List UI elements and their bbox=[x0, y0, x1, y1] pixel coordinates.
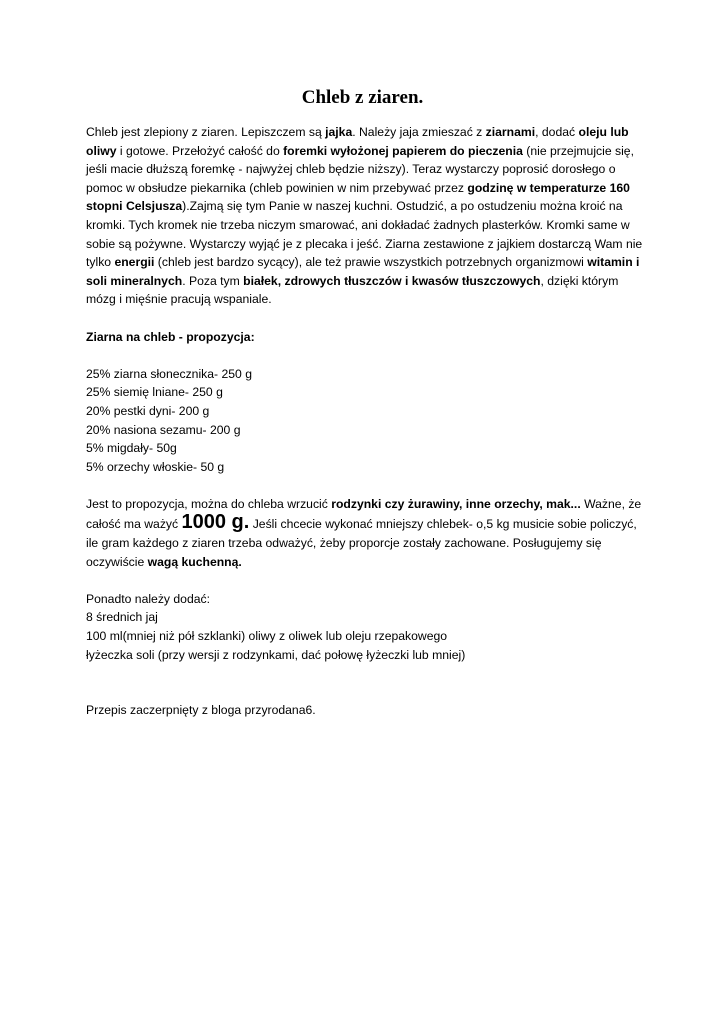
intro-bold-witaminy: witamin i soli mineralnych bbox=[86, 255, 640, 288]
intro-text-1: Chleb jest zlepiony z ziaren. Lepiszczem są bbox=[86, 125, 326, 139]
proposal-text-2: Ważne, że całość ma ważyć bbox=[86, 496, 642, 532]
proposal-bold-waga: wagą kuchenną. bbox=[147, 554, 242, 569]
intro-text-7: (chleb jest bardzo sycący), ale też prawie wszystkich potrzebnych organizmowi bbox=[154, 255, 588, 270]
addition-item: łyżeczka soli (przy wersji z rodzynkami, dać połowę łyżeczki lub mniej) bbox=[86, 647, 466, 662]
intro-bold-jajka: jajka bbox=[325, 125, 353, 139]
intro-text-6: ).Zajmą się tym Panie w naszej kuchni. Ostudzić, a po ostudzeniu można kroić na kromki. Tych kromek nie trzeba niczym smarować, ani dokładać żadnych plasterków. Kromki same w sobie są pożywne. Wystarczy wyjąć je z plecaka i jeść. Ziarna zestawione z jajkiem dostarczą Wam nie tylko bbox=[86, 199, 643, 270]
grains-heading: Ziarna na chleb - propozycja: bbox=[86, 329, 255, 344]
intro-text-4: i gotowe. Przełożyć całość do bbox=[116, 143, 284, 158]
intro-bold-foremka: foremki wyłożonej papierem do pieczenia bbox=[283, 143, 523, 158]
grain-item: 5% orzechy włoskie- 50 g bbox=[86, 459, 225, 474]
proposal-text-3: Jeśli chcecie wykonać mniejszy chlebek- o,5 kg musicie sobie policzyć, ile gram każdego z ziaren trzeba odważyć, żeby proporcje zostały zachowane. Posługujemy się oczywiście bbox=[86, 517, 637, 569]
proposal-bold-extras: rodzynki czy żurawiny, inne orzechy, mak... bbox=[331, 496, 581, 511]
intro-bold-ziarnami: ziarnami bbox=[485, 125, 536, 139]
intro-text-3: , dodać bbox=[535, 125, 579, 139]
proposal-paragraph bbox=[86, 495, 646, 571]
proposal-total-weight: 1000 g. bbox=[181, 511, 250, 534]
intro-bold-energia: energii bbox=[114, 255, 155, 270]
addition-item: 100 ml(mniej niż pół szklanki) oliwy z oliwek lub oleju rzepakowego bbox=[86, 629, 448, 644]
grain-item: 5% migdały- 50g bbox=[86, 441, 177, 456]
intro-text-2: . Należy jaja zmieszać z bbox=[352, 125, 486, 139]
intro-bold-temperatura: godzinę w temperaturze 160 stopni Celsjusza bbox=[86, 180, 630, 214]
grain-item: 25% siemię lniane- 250 g bbox=[86, 385, 223, 400]
grain-item: 20% pestki dyni- 200 g bbox=[86, 403, 210, 418]
intro-text-8: . Poza tym bbox=[182, 273, 244, 288]
document-body bbox=[86, 123, 646, 720]
grain-item: 25% ziarna słonecznika- 250 g bbox=[86, 366, 252, 381]
page-title: Chleb z ziaren. bbox=[301, 87, 424, 108]
proposal-text-1: Jest to propozycja, można do chleba wrzucić bbox=[86, 496, 332, 511]
intro-bold-olej: oleju lub oliwy bbox=[86, 125, 629, 158]
intro-text-9: , dzięki którym mózg i mięśnie pracują wspaniale. bbox=[86, 273, 619, 307]
intro-paragraph bbox=[86, 123, 646, 309]
intro-text-5: (nie przejmujcie się, jeśli macie dłuższą foremkę - najwyżej chleb będzie niższy). Teraz wystarczy poprosić dorosłego o pomoc w obsłudze piekarnika (chleb powinien w nim przebywać przez bbox=[86, 143, 634, 195]
addition-item: 8 średnich jaj bbox=[86, 610, 158, 625]
source-note: Przepis zaczerpnięty z bloga przyrodana6. bbox=[86, 703, 316, 718]
intro-bold-bialka: białek, zdrowych tłuszczów i kwasów tłuszczowych bbox=[243, 273, 541, 288]
grain-item: 20% nasiona sezamu- 200 g bbox=[86, 422, 241, 437]
additions-heading: Ponadto należy dodać: bbox=[86, 591, 210, 606]
